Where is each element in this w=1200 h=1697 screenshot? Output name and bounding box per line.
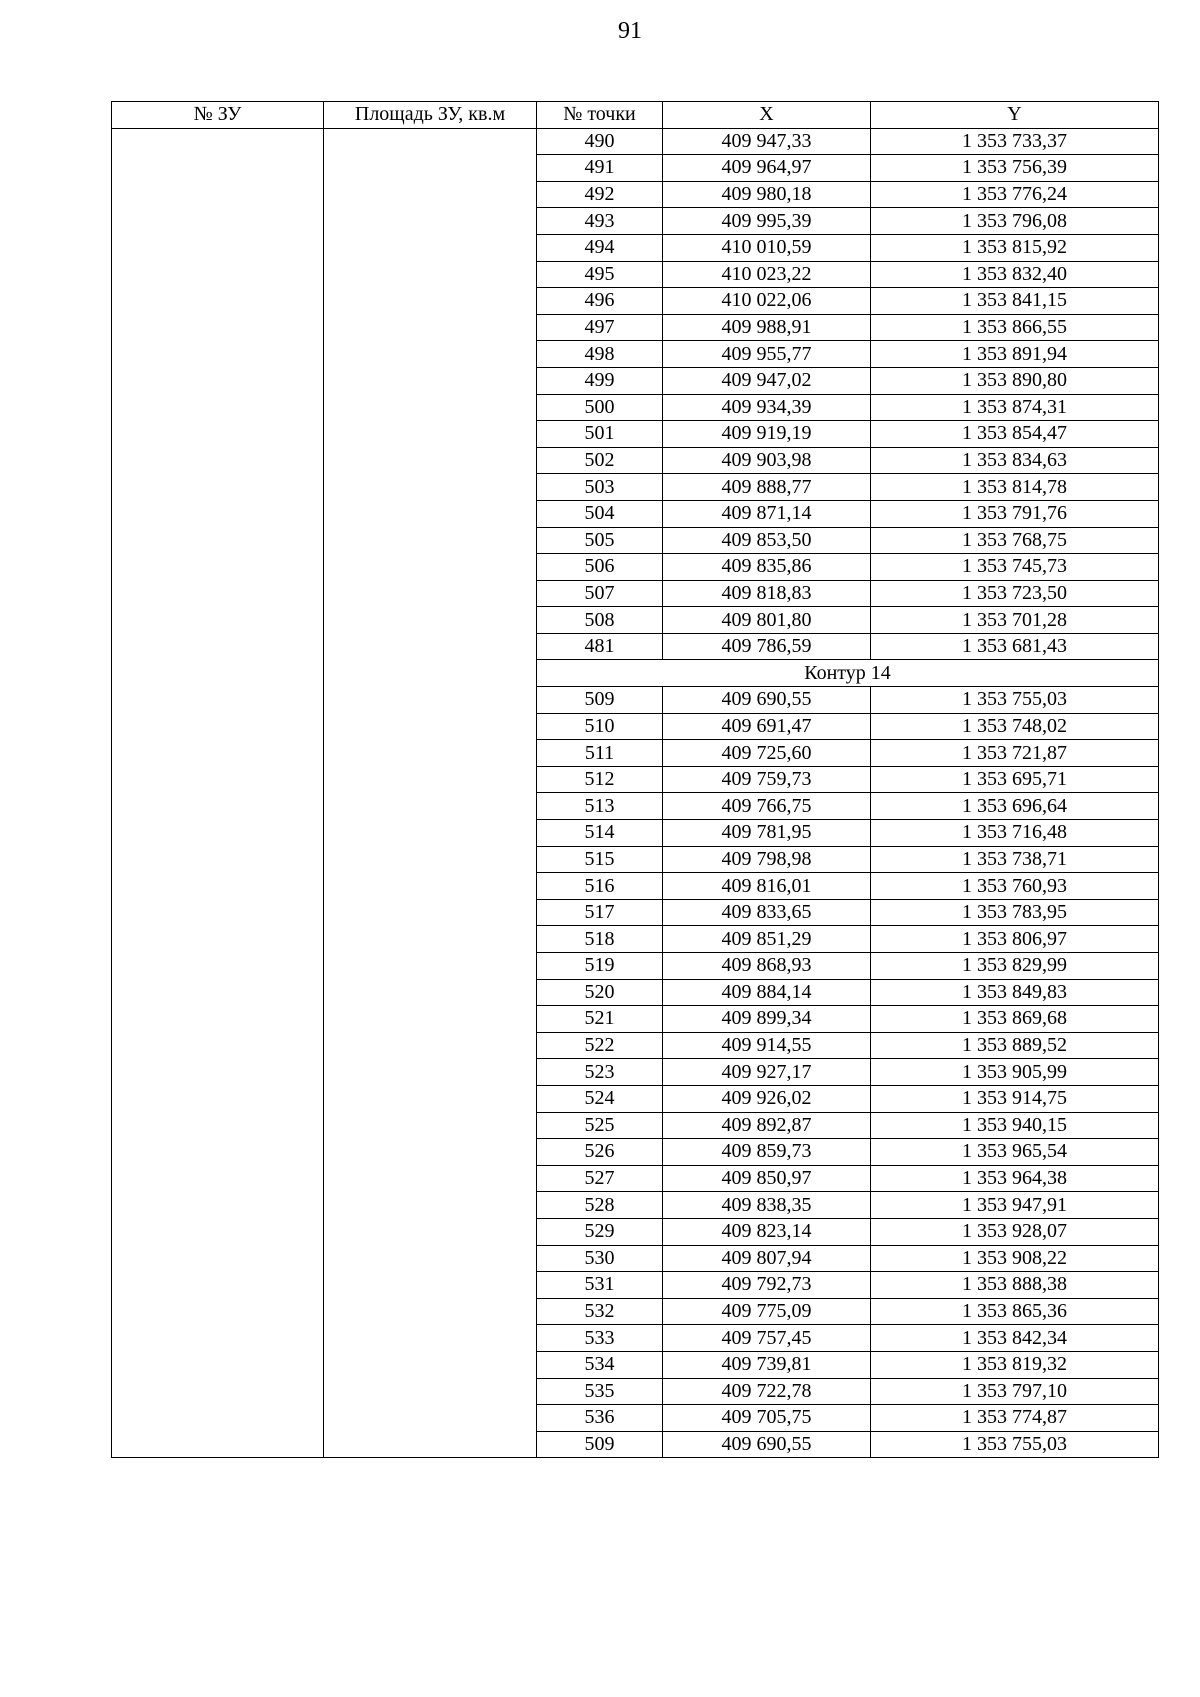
x-coordinate-cell: 409 775,09: [663, 1298, 871, 1325]
point-number-cell: 497: [537, 314, 663, 341]
x-coordinate-cell: 409 964,97: [663, 155, 871, 182]
point-number-cell: 506: [537, 554, 663, 581]
y-coordinate-cell: 1 353 964,38: [871, 1165, 1159, 1192]
header-plot-number: № ЗУ: [112, 102, 324, 129]
y-coordinate-cell: 1 353 841,15: [871, 288, 1159, 315]
point-number-cell: 515: [537, 846, 663, 873]
x-coordinate-cell: 409 947,33: [663, 128, 871, 155]
y-coordinate-cell: 1 353 940,15: [871, 1112, 1159, 1139]
point-number-cell: 503: [537, 474, 663, 501]
point-number-cell: 522: [537, 1032, 663, 1059]
y-coordinate-cell: 1 353 756,39: [871, 155, 1159, 182]
x-coordinate-cell: 409 766,75: [663, 793, 871, 820]
x-coordinate-cell: 409 995,39: [663, 208, 871, 235]
x-coordinate-cell: 409 816,01: [663, 873, 871, 900]
y-coordinate-cell: 1 353 914,75: [871, 1085, 1159, 1112]
y-coordinate-cell: 1 353 783,95: [871, 899, 1159, 926]
point-number-cell: 523: [537, 1059, 663, 1086]
x-coordinate-cell: 410 010,59: [663, 234, 871, 261]
y-coordinate-cell: 1 353 888,38: [871, 1272, 1159, 1299]
y-coordinate-cell: 1 353 791,76: [871, 500, 1159, 527]
y-coordinate-cell: 1 353 733,37: [871, 128, 1159, 155]
y-coordinate-cell: 1 353 760,93: [871, 873, 1159, 900]
y-coordinate-cell: 1 353 889,52: [871, 1032, 1159, 1059]
header-row: [112, 102, 1159, 129]
point-number-cell: 500: [537, 394, 663, 421]
y-coordinate-cell: 1 353 814,78: [871, 474, 1159, 501]
point-number-cell: 528: [537, 1192, 663, 1219]
point-number-cell: 502: [537, 447, 663, 474]
y-coordinate-cell: 1 353 832,40: [871, 261, 1159, 288]
y-coordinate-cell: 1 353 748,02: [871, 713, 1159, 740]
x-coordinate-cell: 409 807,94: [663, 1245, 871, 1272]
x-coordinate-cell: 409 798,98: [663, 846, 871, 873]
y-coordinate-cell: 1 353 716,48: [871, 820, 1159, 847]
x-coordinate-cell: 409 871,14: [663, 500, 871, 527]
point-number-cell: 525: [537, 1112, 663, 1139]
point-number-cell: 521: [537, 1006, 663, 1033]
x-coordinate-cell: 409 914,55: [663, 1032, 871, 1059]
y-coordinate-cell: 1 353 776,24: [871, 181, 1159, 208]
x-coordinate-cell: 409 759,73: [663, 766, 871, 793]
x-coordinate-cell: 409 955,77: [663, 341, 871, 368]
point-number-cell: 533: [537, 1325, 663, 1352]
x-coordinate-cell: 409 786,59: [663, 633, 871, 660]
x-coordinate-cell: 409 691,47: [663, 713, 871, 740]
y-coordinate-cell: 1 353 849,83: [871, 979, 1159, 1006]
y-coordinate-cell: 1 353 721,87: [871, 740, 1159, 767]
x-coordinate-cell: 409 919,19: [663, 421, 871, 448]
point-number-cell: 516: [537, 873, 663, 900]
point-number-cell: 532: [537, 1298, 663, 1325]
point-number-cell: 498: [537, 341, 663, 368]
point-number-cell: 518: [537, 926, 663, 953]
x-coordinate-cell: 409 851,29: [663, 926, 871, 953]
y-coordinate-cell: 1 353 755,03: [871, 687, 1159, 714]
point-number-cell: 519: [537, 953, 663, 980]
point-number-cell: 499: [537, 367, 663, 394]
point-number-cell: 508: [537, 607, 663, 634]
x-coordinate-cell: 409 988,91: [663, 314, 871, 341]
x-coordinate-cell: 409 927,17: [663, 1059, 871, 1086]
point-number-cell: 530: [537, 1245, 663, 1272]
y-coordinate-cell: 1 353 842,34: [871, 1325, 1159, 1352]
y-coordinate-cell: 1 353 866,55: [871, 314, 1159, 341]
x-coordinate-cell: 409 947,02: [663, 367, 871, 394]
point-number-cell: 520: [537, 979, 663, 1006]
y-coordinate-cell: 1 353 928,07: [871, 1218, 1159, 1245]
x-coordinate-cell: 409 903,98: [663, 447, 871, 474]
point-number-cell: 534: [537, 1351, 663, 1378]
x-coordinate-cell: 409 705,75: [663, 1405, 871, 1432]
y-coordinate-cell: 1 353 829,99: [871, 953, 1159, 980]
y-coordinate-cell: 1 353 806,97: [871, 926, 1159, 953]
point-number-cell: 496: [537, 288, 663, 315]
x-coordinate-cell: 410 022,06: [663, 288, 871, 315]
point-number-cell: 512: [537, 766, 663, 793]
x-coordinate-cell: 409 899,34: [663, 1006, 871, 1033]
x-coordinate-cell: 409 833,65: [663, 899, 871, 926]
header-point-number: № точки: [537, 102, 663, 129]
y-coordinate-cell: 1 353 701,28: [871, 607, 1159, 634]
point-number-cell: 527: [537, 1165, 663, 1192]
x-coordinate-cell: 409 884,14: [663, 979, 871, 1006]
y-coordinate-cell: 1 353 834,63: [871, 447, 1159, 474]
point-number-cell: 535: [537, 1378, 663, 1405]
y-coordinate-cell: 1 353 890,80: [871, 367, 1159, 394]
point-number-cell: 493: [537, 208, 663, 235]
table-body: [112, 128, 1159, 1458]
point-number-cell: 505: [537, 527, 663, 554]
point-number-cell: 511: [537, 740, 663, 767]
x-coordinate-cell: 409 850,97: [663, 1165, 871, 1192]
y-coordinate-cell: 1 353 681,43: [871, 633, 1159, 660]
x-coordinate-cell: 409 892,87: [663, 1112, 871, 1139]
point-number-cell: 504: [537, 500, 663, 527]
x-coordinate-cell: 409 792,73: [663, 1272, 871, 1299]
table-row: [112, 128, 1159, 155]
header-x: X: [663, 102, 871, 129]
point-number-cell: 510: [537, 713, 663, 740]
y-coordinate-cell: 1 353 797,10: [871, 1378, 1159, 1405]
y-coordinate-cell: 1 353 869,68: [871, 1006, 1159, 1033]
point-number-cell: 524: [537, 1085, 663, 1112]
y-coordinate-cell: 1 353 965,54: [871, 1139, 1159, 1166]
y-coordinate-cell: 1 353 854,47: [871, 421, 1159, 448]
page-number: 91: [618, 18, 642, 44]
y-coordinate-cell: 1 353 774,87: [871, 1405, 1159, 1432]
x-coordinate-cell: 409 690,55: [663, 1431, 871, 1458]
x-coordinate-cell: 409 725,60: [663, 740, 871, 767]
coordinates-table: [111, 101, 1159, 1458]
y-coordinate-cell: 1 353 819,32: [871, 1351, 1159, 1378]
point-number-cell: 491: [537, 155, 663, 182]
y-coordinate-cell: 1 353 745,73: [871, 554, 1159, 581]
plot-area-cell: [324, 128, 537, 1458]
plot-number-cell: [112, 128, 324, 1458]
x-coordinate-cell: 409 868,93: [663, 953, 871, 980]
y-coordinate-cell: 1 353 768,75: [871, 527, 1159, 554]
y-coordinate-cell: 1 353 815,92: [871, 234, 1159, 261]
x-coordinate-cell: 409 739,81: [663, 1351, 871, 1378]
x-coordinate-cell: 409 757,45: [663, 1325, 871, 1352]
y-coordinate-cell: 1 353 796,08: [871, 208, 1159, 235]
y-coordinate-cell: 1 353 865,36: [871, 1298, 1159, 1325]
point-number-cell: 492: [537, 181, 663, 208]
point-number-cell: 536: [537, 1405, 663, 1432]
y-coordinate-cell: 1 353 738,71: [871, 846, 1159, 873]
point-number-cell: 495: [537, 261, 663, 288]
point-number-cell: 494: [537, 234, 663, 261]
point-number-cell: 481: [537, 633, 663, 660]
x-coordinate-cell: 409 690,55: [663, 687, 871, 714]
contour-title: Контур 14: [537, 660, 1159, 687]
point-number-cell: 501: [537, 421, 663, 448]
x-coordinate-cell: 409 888,77: [663, 474, 871, 501]
x-coordinate-cell: 409 838,35: [663, 1192, 871, 1219]
y-coordinate-cell: 1 353 695,71: [871, 766, 1159, 793]
point-number-cell: 531: [537, 1272, 663, 1299]
point-number-cell: 513: [537, 793, 663, 820]
header-y: Y: [871, 102, 1159, 129]
x-coordinate-cell: 409 980,18: [663, 181, 871, 208]
x-coordinate-cell: 410 023,22: [663, 261, 871, 288]
point-number-cell: 529: [537, 1218, 663, 1245]
x-coordinate-cell: 409 823,14: [663, 1218, 871, 1245]
point-number-cell: 526: [537, 1139, 663, 1166]
point-number-cell: 509: [537, 687, 663, 714]
x-coordinate-cell: 409 781,95: [663, 820, 871, 847]
x-coordinate-cell: 409 926,02: [663, 1085, 871, 1112]
y-coordinate-cell: 1 353 891,94: [871, 341, 1159, 368]
x-coordinate-cell: 409 859,73: [663, 1139, 871, 1166]
y-coordinate-cell: 1 353 908,22: [871, 1245, 1159, 1272]
header-plot-area: Площадь ЗУ, кв.м: [324, 102, 537, 129]
x-coordinate-cell: 409 835,86: [663, 554, 871, 581]
y-coordinate-cell: 1 353 874,31: [871, 394, 1159, 421]
point-number-cell: 507: [537, 580, 663, 607]
x-coordinate-cell: 409 722,78: [663, 1378, 871, 1405]
point-number-cell: 509: [537, 1431, 663, 1458]
x-coordinate-cell: 409 818,83: [663, 580, 871, 607]
y-coordinate-cell: 1 353 947,91: [871, 1192, 1159, 1219]
y-coordinate-cell: 1 353 755,03: [871, 1431, 1159, 1458]
x-coordinate-cell: 409 853,50: [663, 527, 871, 554]
y-coordinate-cell: 1 353 905,99: [871, 1059, 1159, 1086]
point-number-cell: 514: [537, 820, 663, 847]
x-coordinate-cell: 409 801,80: [663, 607, 871, 634]
x-coordinate-cell: 409 934,39: [663, 394, 871, 421]
point-number-cell: 517: [537, 899, 663, 926]
y-coordinate-cell: 1 353 696,64: [871, 793, 1159, 820]
point-number-cell: 490: [537, 128, 663, 155]
y-coordinate-cell: 1 353 723,50: [871, 580, 1159, 607]
